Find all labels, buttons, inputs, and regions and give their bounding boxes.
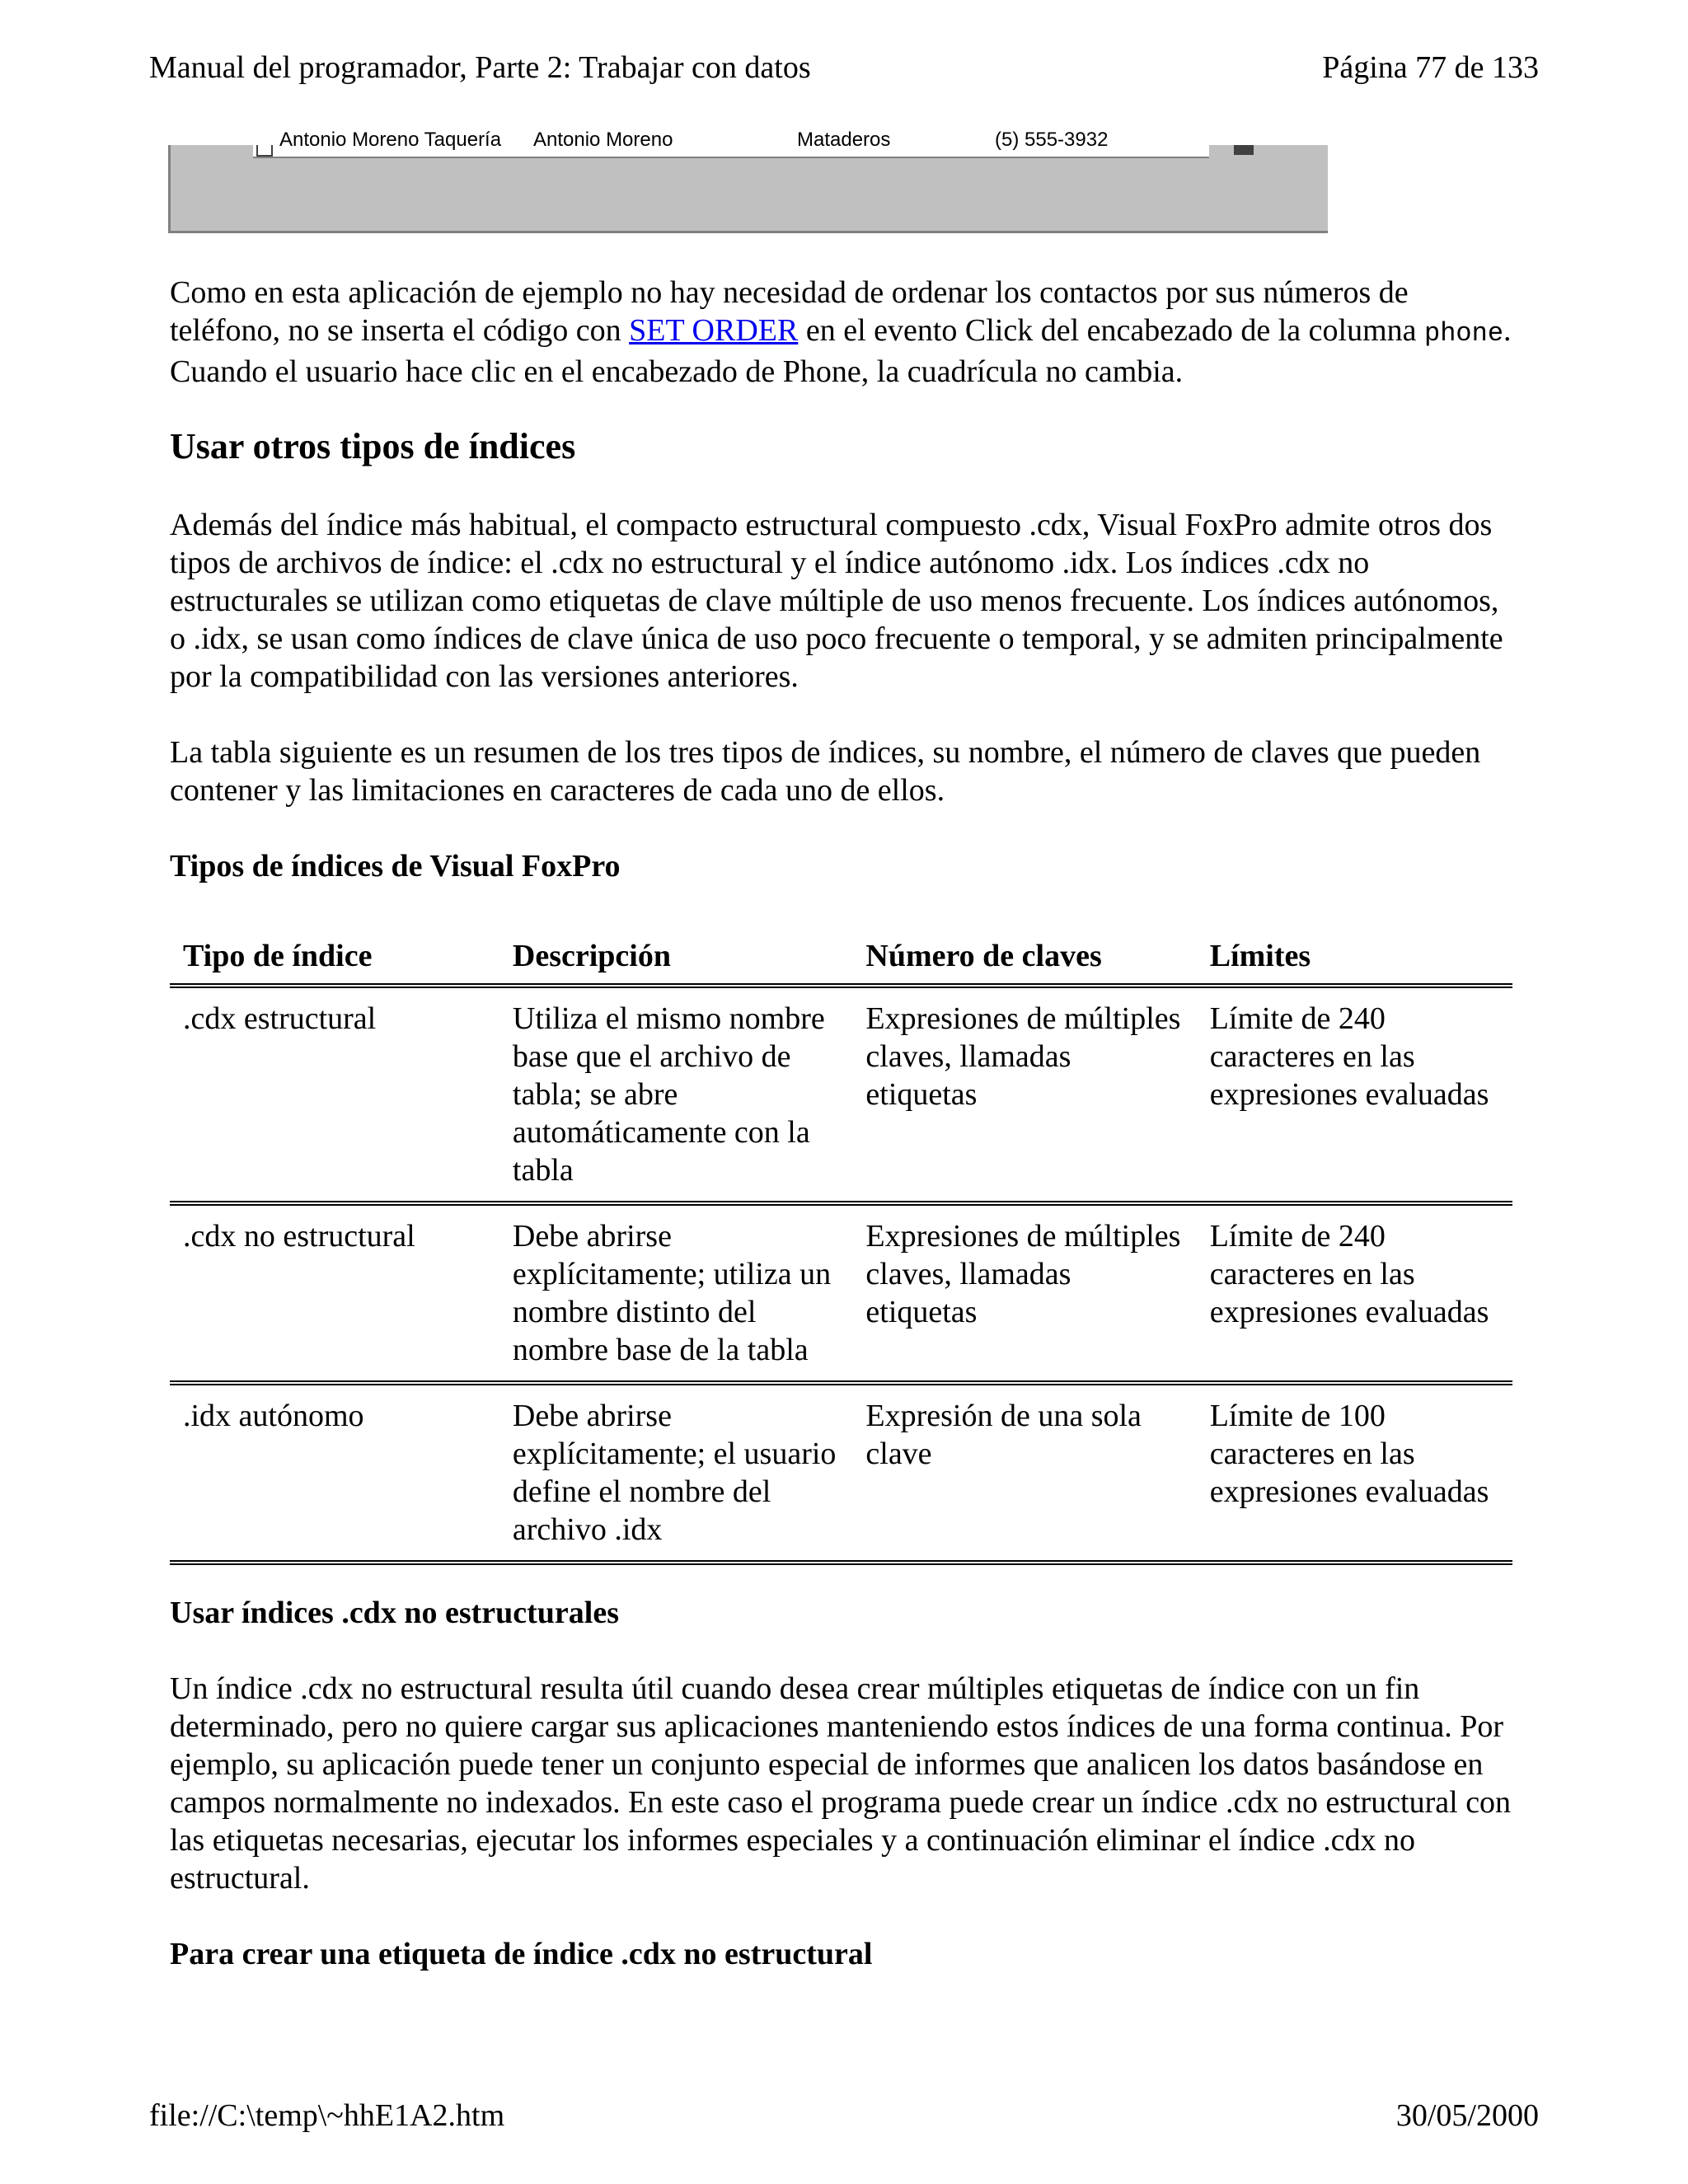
column-header: Tipo de índice (170, 937, 499, 986)
screenshot-fragment (168, 129, 1328, 233)
subsection-paragraph: Un índice .cdx no estructural resulta útil cuando desea crear múltiples etiquetas de índice con un fin determinado, pero no quiere cargar sus aplicaciones manteniendo estos índices de una forma continua. Por ejemplo, su aplicación puede tener un conjunto especial de informes que analicen los datos basándose en campos normalmente no indexados. En este caso el programa puede crear un índice .cdx no estructural con las etiquetas necesarias, ejecutar los informes especiales y a continuación eliminar el índice .cdx no estructural. (170, 1671, 1512, 1896)
table-row (170, 1203, 1512, 1383)
table-cell: Límite de 240 caracteres en las expresiones evaluadas (1197, 986, 1512, 1203)
intro-text: Como en esta aplicación de ejemplo no hay necesidad de ordenar los contactos por sus números de teléfono, no se inserta el código con (170, 275, 1409, 348)
grid-cell: Antonio Moreno (533, 129, 673, 151)
section-heading: Usar otros tipos de índices (170, 426, 576, 466)
table-title: Tipos de índices de Visual FoxPro (170, 849, 621, 883)
scrollbar-thumb-icon (1234, 145, 1254, 155)
grid-row (253, 129, 1209, 158)
intro-text-3: . Cuando el usuario hace clic en el encabezado de Phone, la cuadrícula no cambia. (170, 313, 1512, 389)
table-cell: Límite de 100 caracteres en las expresiones evaluadas (1197, 1383, 1512, 1563)
page-header-number: Página 77 de 133 (1322, 50, 1539, 85)
table-cell: .cdx estructural (170, 986, 499, 1203)
column-header: Límites (1197, 937, 1512, 986)
table-cell: Expresiones de múltiples claves, llamadas etiquetas (852, 1203, 1196, 1383)
table-cell: Límite de 240 caracteres en las expresiones evaluadas (1197, 1203, 1512, 1383)
table-cell: Utiliza el mismo nombre base que el archivo de tabla; se abre automáticamente con la tabla (499, 986, 853, 1203)
table-cell: Debe abrirse explícitamente; el usuario define el nombre del archivo .idx (499, 1383, 853, 1563)
table-row (170, 986, 1512, 1203)
table-header-row (170, 937, 1512, 986)
table-cell: Expresión de una sola clave (852, 1383, 1196, 1563)
grid-cell: (5) 555-3932 (995, 129, 1109, 151)
page-footer-path: file://C:\temp\~hhE1A2.htm (149, 2098, 505, 2133)
table-cell: Expresiones de múltiples claves, llamadas etiquetas (852, 986, 1196, 1203)
grid-cell: Mataderos (797, 129, 891, 151)
index-types-table (170, 937, 1512, 1565)
procedure-heading: Para crear una etiqueta de índice .cdx no estructural (170, 1937, 873, 1971)
table-row (170, 1383, 1512, 1563)
table-cell: Debe abrirse explícitamente; utiliza un nombre distinto del nombre base de la tabla (499, 1203, 853, 1383)
column-header: Número de claves (852, 937, 1196, 986)
intro-paragraph (170, 274, 1522, 391)
section-paragraph: Además del índice más habitual, el compacto estructural compuesto .cdx, Visual FoxPro admite otros dos tipos de archivos de índice: el .cdx no estructural y el índice autónomo .idx. Los índices .cdx no estructurales se utilizan como etiquetas de clave múltiple de uso menos frecuente. Los índices autónomos, o .idx, se usan como índices de clave única de uso poco frecuente o temporal, y se admiten principalmente por la compatibilidad con las versiones anteriores. (170, 508, 1503, 694)
table-cell: .cdx no estructural (170, 1203, 499, 1383)
table-cell: .idx autónomo (170, 1383, 499, 1563)
set-order-link[interactable]: SET ORDER (629, 313, 799, 348)
checkbox-icon (256, 145, 273, 157)
intro-text-2: en el evento Click del encabezado de la columna (798, 313, 1425, 348)
section-paragraph-2: La tabla siguiente es un resumen de los tres tipos de índices, su nombre, el número de claves que pueden contener y las limitaciones en caracteres de cada uno de ellos. (170, 735, 1481, 808)
phone-code: phone (1424, 318, 1504, 349)
page-footer-date: 30/05/2000 (1395, 2098, 1539, 2133)
grid-cell: Antonio Moreno Taquería (279, 129, 502, 151)
page-header-title: Manual del programador, Parte 2: Trabajar con datos (149, 50, 811, 85)
column-header: Descripción (499, 937, 853, 986)
subsection-heading: Usar índices .cdx no estructurales (170, 1596, 619, 1630)
